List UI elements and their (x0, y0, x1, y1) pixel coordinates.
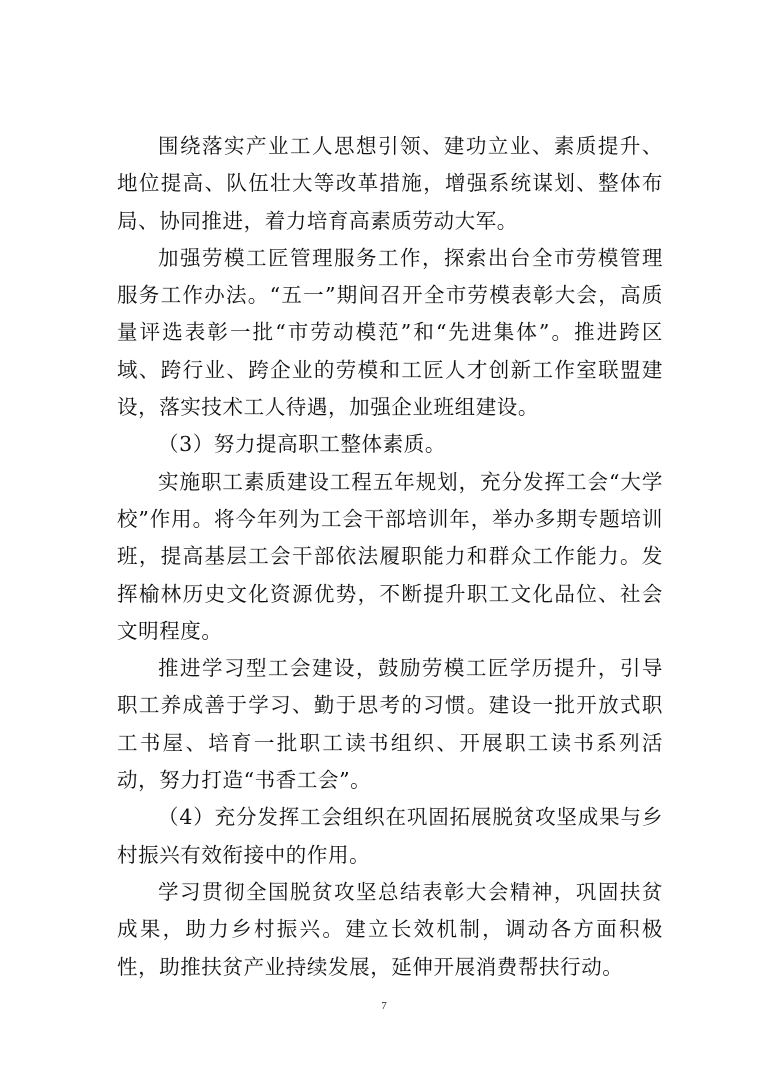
document-body (117, 128, 663, 986)
paragraph-workforce-reform: 围绕落实产业工人思想引领、建功立业、素质提升、地位提高、队伍壮大等改革措施，增强系统谋划、整体布局、协同推进，着力培育高素质劳动大军。 (117, 134, 663, 233)
paragraph-model-workers: 加强劳模工匠管理服务工作，探索出台全市劳模管理服务工作办法。“五一”期间召开全市劳模表彰大会，高质量评选表彰一批“市劳动模范”和“先进集体”。推进跨区域、跨行业、跨企业的劳模和工匠人才创新工作室联盟建设，落实技术工人待遇，加强企业班组建设。 (117, 245, 663, 420)
section-heading-3: （3）努力提高职工整体素质。 (158, 432, 446, 457)
section-heading-4: （4）充分发挥工会组织在巩固拓展脱贫攻坚成果与乡村振兴有效衔接中的作用。 (117, 805, 663, 867)
paragraph-rural-revitalization: 学习贯彻全国脱贫攻坚总结表彰大会精神，巩固扶贫成果，助力乡村振兴。建立长效机制，调动各方面积极性，助推扶贫产业持续发展，延伸开展消费帮扶行动。 (117, 879, 663, 979)
page-number: 7 (381, 1000, 387, 1012)
paragraph-learning-union: 推进学习型工会建设，鼓励劳模工匠学历提升，引导职工养成善于学习、勤于思考的习惯。建设一批开放式职工书屋、培育一批职工读书组织、开展职工读书系列活动，努力打造“书香工会”。 (117, 656, 663, 793)
paragraph-quality-plan: 实施职工素质建设工程五年规划，充分发挥工会“大学校”作用。将今年列为工会干部培训年，举办多期专题培训班，提高基层工会干部依法履职能力和群众工作能力。发挥榆林历史文化资源优势，不断提升职工文化品位、社会文明程度。 (117, 469, 663, 643)
